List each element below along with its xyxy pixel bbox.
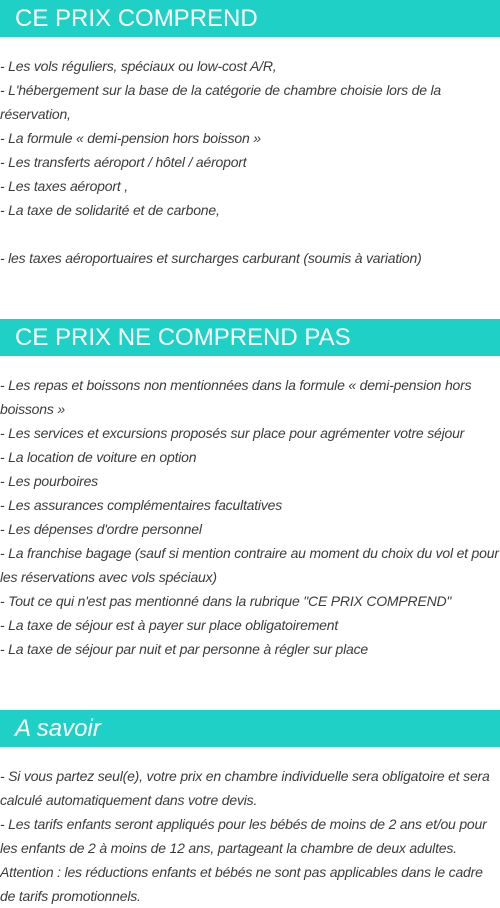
list-item: - Les vols réguliers, spéciaux ou low-cost A/R, [0, 58, 277, 74]
list-item: - Tout ce qui n'est pas mentionné dans la rubrique "CE PRIX COMPREND" [0, 593, 452, 609]
section-title-prix-comprend: CE PRIX COMPREND [0, 0, 500, 37]
list-item: - La location de voiture en option [0, 449, 197, 465]
info-list [0, 764, 500, 908]
list-item: Attention : les réductions enfants et bébés ne sont pas applicables dans le cadre de tarifs promotionnels. [0, 864, 483, 904]
list-item: - Les pourboires [0, 473, 98, 489]
list-item: - Les repas et boissons non mentionnées dans la formule « demi-pension hors boissons » [0, 377, 472, 417]
list-item: - La taxe de séjour par nuit et par personne à régler sur place [0, 641, 368, 657]
list-item: - Les services et excursions proposés sur place pour agrémenter votre séjour [0, 425, 465, 441]
list-item: - La taxe de séjour est à payer sur place obligatoirement [0, 617, 339, 633]
included-list [0, 54, 500, 270]
list-item: - La formule « demi-pension hors boisson » [0, 130, 261, 146]
list-item: - Les assurances complémentaires facultatives [0, 497, 283, 513]
list-item: - La taxe de solidarité et de carbone, [0, 202, 220, 218]
section-title-prix-ne-comprend-pas: CE PRIX NE COMPREND PAS [0, 319, 500, 356]
list-item: - les taxes aéroportuaires et surcharges carburant (soumis à variation) [0, 250, 422, 266]
excluded-list [0, 373, 500, 661]
list-item: - Les dépenses d'ordre personnel [0, 521, 202, 537]
list-item: - Les tarifs enfants seront appliqués pour les bébés de moins de 2 ans et/ou pour les enfants de 2 à moins de 12 ans, partageant la chambre de deux adultes. [0, 816, 487, 856]
blank-line [0, 222, 500, 246]
list-item: - L'hébergement sur la base de la catégorie de chambre choisie lors de la réservation, [0, 82, 442, 122]
section-title-a-savoir: A savoir [0, 710, 500, 747]
list-item: - Si vous partez seul(e), votre prix en chambre individuelle sera obligatoire et sera calculé automatiquement dans votre devis. [0, 768, 490, 808]
list-item: - La franchise bagage (sauf si mention contraire au moment du choix du vol et pour les réservations avec vols spéciaux) [0, 545, 499, 585]
list-item: - Les transferts aéroport / hôtel / aéroport [0, 154, 247, 170]
list-item: - Les taxes aéroport , [0, 178, 128, 194]
